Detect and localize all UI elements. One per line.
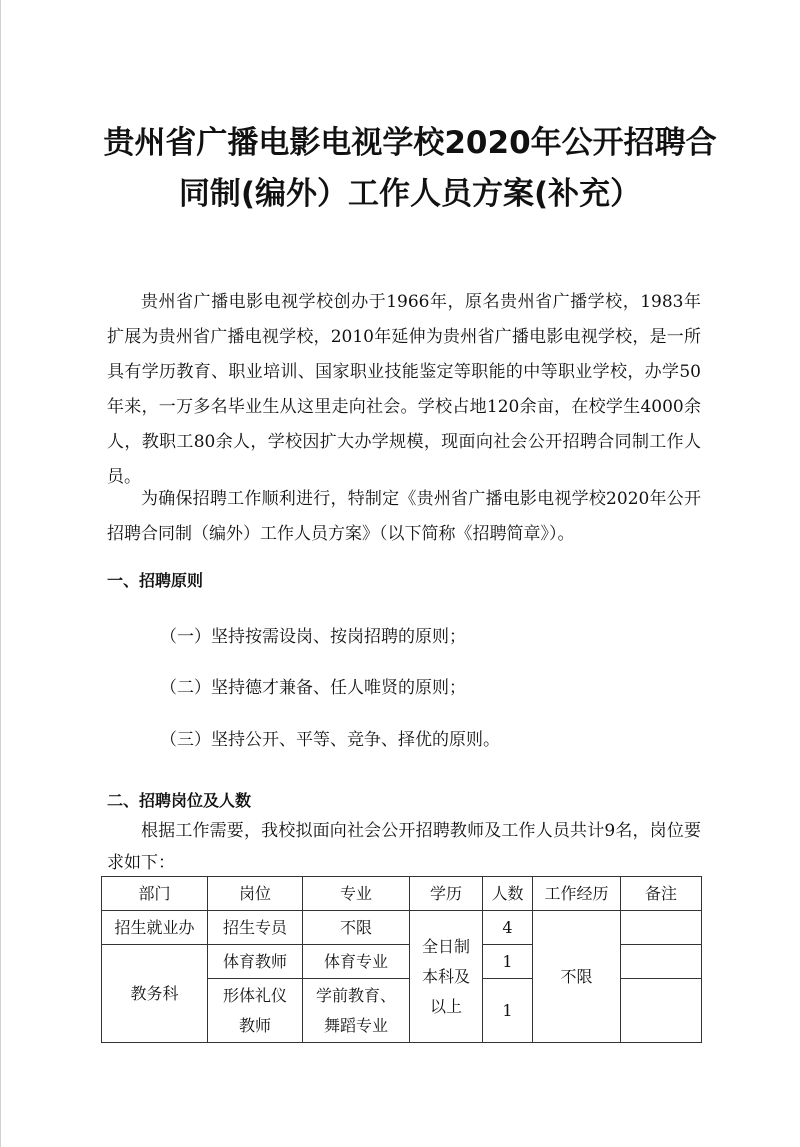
table-header-cell: 人数 <box>483 877 533 911</box>
table-row <box>102 911 702 945</box>
table-header-cell: 部门 <box>102 877 208 911</box>
positions-paragraph: 根据工作需要，我校拟面向社会公开招聘教师及工作人员共计9名，岗位要求如下： <box>107 821 701 873</box>
table-cell-note <box>621 945 702 979</box>
table-header-cell: 岗位 <box>208 877 303 911</box>
table-header-cell: 工作经历 <box>533 877 621 911</box>
table-cell-major: 不限 <box>303 911 410 945</box>
table-cell-count: 1 <box>483 979 533 1043</box>
table-cell-experience: 不限 <box>533 911 621 1043</box>
table-header-cell: 专业 <box>303 877 410 911</box>
document-title: 贵州省广播电影电视学校2020年公开招聘合同制(编外）工作人员方案(补充） <box>103 125 717 212</box>
table-cell-post: 体育教师 <box>208 945 303 979</box>
table-header-row <box>102 877 702 911</box>
table-header-cell: 备注 <box>621 877 702 911</box>
principle-item: （一）坚持按需设岗、按岗招聘的原则； <box>160 627 466 647</box>
page-edge <box>0 0 1 1147</box>
table-cell-count: 1 <box>483 945 533 979</box>
section-2-heading: 二、招聘岗位及人数 <box>107 791 252 810</box>
table-cell-post: 形体礼仪教师 <box>208 979 303 1043</box>
table-header-cell: 学历 <box>410 877 483 911</box>
section-1-heading: 一、招聘原则 <box>107 571 204 590</box>
table-cell-dept: 教务科 <box>102 945 208 1043</box>
principle-item: （二）坚持德才兼备、任人唯贤的原则； <box>160 678 466 698</box>
table-cell-major: 体育专业 <box>303 945 410 979</box>
principle-item: （三）坚持公开、平等、竞争、择优的原则。 <box>160 730 500 750</box>
table-cell-education: 全日制本科及以上 <box>410 911 483 1043</box>
table-cell-dept: 招生就业办 <box>102 911 208 945</box>
table-cell-count: 4 <box>483 911 533 945</box>
table-cell-note <box>621 979 702 1043</box>
positions-table <box>101 876 702 1043</box>
table-cell-post: 招生专员 <box>208 911 303 945</box>
intro-paragraph: 贵州省广播电影电视学校创办于1966年，原名贵州省广播学校，1983年扩展为贵州省广播电视学校，2010年延伸为贵州省广播电影电视学校，是一所具有学历教育、职业培训、国家职业技能鉴定等职能的中等职业学校，办学50年来，一万多名毕业生从这里走向社会。学校占地120余亩，在校学生4000余人，教职工80余人，学校因扩大办学规模，现面向社会公开招聘合同制工作人员。 <box>107 292 701 487</box>
table-cell-note <box>621 911 702 945</box>
table-cell-major: 学前教育、舞蹈专业 <box>303 979 410 1043</box>
purpose-paragraph: 为确保招聘工作顺利进行，特制定《贵州省广播电影电视学校2020年公开招聘合同制（编外）工作人员方案》（以下简称《招聘简章》）。 <box>107 489 701 544</box>
